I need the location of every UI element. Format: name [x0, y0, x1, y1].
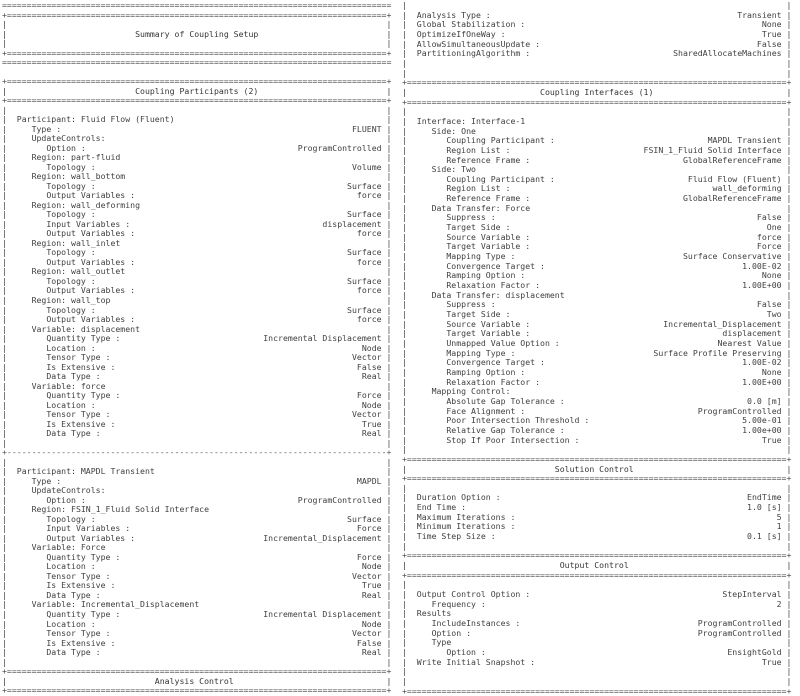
setting-line: | Is Extensive : False |: [2, 637, 392, 648]
group-label-line: | Participant: MAPDL Transient |: [2, 466, 392, 477]
blank-line: | |: [402, 666, 792, 677]
setting-line: | Is Extensive : True |: [2, 580, 392, 591]
group-label-line: | Region: wall_deforming |: [2, 199, 392, 210]
group-label-line: | Region: wall_bottom |: [2, 171, 392, 182]
setting-line: | Is Extensive : False |: [2, 361, 392, 372]
setting-line: | Type : MAPDL |: [2, 475, 392, 486]
blank-line: | |: [402, 675, 792, 686]
setting-line: | Relaxation Factor : 1.00E+00 |: [402, 376, 792, 387]
group-label-line: | Region: FSIN_1_Fluid Solid Interface |: [2, 504, 392, 515]
group-label-line: | Interface: Interface-1 |: [402, 115, 792, 126]
setting-line: | Type : FLUENT |: [2, 123, 392, 134]
blank-line: | |: [402, 0, 792, 10]
setting-line: | Topology : Volume |: [2, 161, 392, 172]
blank-line: | |: [402, 579, 792, 590]
blank-line: | |: [2, 38, 392, 49]
group-label-line: | Variable: force |: [2, 380, 392, 391]
setting-line: | Absolute Gap Tolerance : 0.0 [m] |: [402, 395, 792, 406]
setting-line: | Output Control Option : StepInterval |: [402, 589, 792, 600]
blank-line: | |: [2, 437, 392, 448]
group-label-line: | Variable: Incremental_Displacement |: [2, 599, 392, 610]
setting-line: | Data Type : Real |: [2, 428, 392, 439]
blank-line: | |: [402, 540, 792, 551]
section-title: | Analysis Control |: [2, 675, 392, 686]
setting-line: | Reference Frame : GlobalReferenceFrame |: [402, 193, 792, 204]
setting-line: | Topology : Surface |: [2, 180, 392, 191]
setting-line: | Topology : Surface |: [2, 275, 392, 286]
setting-line: | Data Type : Real |: [2, 371, 392, 382]
setting-line: | End Time : 1.0 [s] |: [402, 502, 792, 513]
setting-line: | Mapping Type : Surface Conservative |: [402, 251, 792, 262]
blank-line: | |: [402, 57, 792, 68]
group-label-line: | Side: Two |: [402, 164, 792, 175]
console-column-right: [402, 1, 791, 696]
box-border: +=============================================================================+: [402, 685, 792, 696]
setting-line: | Data Type : Real |: [2, 647, 392, 658]
group-label-line: | Region: wall_outlet |: [2, 266, 392, 277]
box-border: +=============================================================================+: [402, 453, 792, 464]
setting-line: | Coupling Participant : Fluid Flow (Fluent) |: [402, 173, 792, 184]
setting-line: | Relative Gap Tolerance : 1.00e+00 |: [402, 424, 792, 435]
setting-line: | Location : Node |: [2, 399, 392, 410]
setting-line: | Analysis Type : Transient |: [402, 9, 792, 20]
setting-line: | Region List : wall_deforming |: [402, 183, 792, 194]
setting-line: | Is Extensive : True |: [2, 418, 392, 429]
setting-line: | Time Step Size : 0.1 [s] |: [402, 531, 792, 542]
setting-line: | Relaxation Factor : 1.00E+00 |: [402, 280, 792, 291]
setting-line: | Reference Frame : GlobalReferenceFrame |: [402, 154, 792, 165]
setting-line: | Tensor Type : Vector |: [2, 570, 392, 581]
group-label-line: | Region: wall_top |: [2, 294, 392, 305]
setting-line: | Convergence Target : 1.00E-02 |: [402, 260, 792, 271]
setting-line: | PartitioningAlgorithm : SharedAllocateMachines |: [402, 48, 792, 59]
blank-line: | |: [402, 67, 792, 78]
setting-line: | Stop If Poor Intersection : True |: [402, 434, 792, 445]
setting-line: | Source Variable : force |: [402, 231, 792, 242]
setting-line: | Poor Intersection Threshold : 5.00e-01 |: [402, 415, 792, 426]
setting-line: | Mapping Type : Surface Profile Preserving |: [402, 347, 792, 358]
blank-line: | |: [402, 482, 792, 493]
setting-line: | Coupling Participant : MAPDL Transient |: [402, 135, 792, 146]
setting-line: | Write Initial Snapshot : True |: [402, 656, 792, 667]
setting-line: | Topology : Surface |: [2, 209, 392, 220]
group-label-line: | Region: part-fluid |: [2, 152, 392, 163]
blank-line: | |: [2, 104, 392, 115]
group-label-line: | Data Transfer: displacement |: [402, 289, 792, 300]
setting-line: | Option : ProgramControlled |: [2, 494, 392, 505]
group-label-line: | UpdateControls: |: [2, 485, 392, 496]
setting-line: | IncludeInstances : ProgramControlled |: [402, 618, 792, 628]
blank-line: | |: [402, 106, 792, 117]
group-label-line: | Mapping Control: |: [402, 386, 792, 397]
setting-line: | Output Variables : Incremental_Displacement |: [2, 532, 392, 543]
setting-line: | Quantity Type : Incremental Displacement |: [2, 609, 392, 619]
box-border: +=============================================================================+: [402, 473, 792, 484]
blank-line: | |: [2, 656, 392, 667]
setting-line: | Output Variables : force |: [2, 314, 392, 325]
group-label-line: | Variable: displacement |: [2, 323, 392, 334]
box-border: +=============================================================================+: [402, 77, 792, 88]
setting-line: | OptimizeIfOneWay : True |: [402, 28, 792, 39]
divider-rule: ===============================================================================: [2, 0, 392, 10]
setting-line: | Minimum Iterations : 1 |: [402, 521, 792, 532]
setting-line: | Ramping Option : None |: [402, 366, 792, 377]
setting-line: | Option : ProgramControlled |: [402, 627, 792, 638]
setting-line: | Ramping Option : None |: [402, 270, 792, 281]
group-label-line: | UpdateControls: |: [2, 133, 392, 144]
setting-line: | Output Variables : force |: [2, 190, 392, 201]
setting-line: | Unmapped Value Option : Nearest Value |: [402, 337, 792, 348]
setting-line: | Target Variable : displacement |: [402, 328, 792, 339]
group-label-line: | Data Transfer: Force |: [402, 202, 792, 213]
participant-divider: +-----------------------------------------------------------------------------+: [2, 447, 392, 458]
setting-line: | Location : Node |: [2, 342, 392, 353]
blank-line: | |: [2, 19, 392, 30]
setting-line: | Tensor Type : Vector |: [2, 409, 392, 420]
setting-line: | Input Variables : Force |: [2, 523, 392, 534]
setting-line: | Data Type : Real |: [2, 589, 392, 600]
box-border: +=============================================================================+: [402, 96, 792, 107]
setting-line: | Topology : Surface |: [2, 513, 392, 524]
setting-line: | Maximum Iterations : 5 |: [402, 511, 792, 522]
box-border: +=============================================================================+: [402, 569, 792, 580]
box-border: +=============================================================================+: [2, 9, 392, 20]
section-title: | Coupling Participants (2) |: [2, 85, 392, 96]
setting-line: | Frequency : 2 |: [402, 598, 792, 609]
box-border: +=============================================================================+: [402, 550, 792, 561]
setting-line: | AllowSimultaneousUpdate : False |: [402, 38, 792, 49]
setting-line: | Target Side : Two |: [402, 309, 792, 319]
box-border: +=============================================================================+: [2, 47, 392, 58]
divider-rule: ===============================================================================: [2, 57, 392, 68]
blank-line: | |: [2, 456, 392, 467]
group-label-line: | Participant: Fluid Flow (Fluent) |: [2, 114, 392, 125]
setting-line: | Topology : Surface |: [2, 304, 392, 315]
setting-line: | Quantity Type : Force |: [2, 551, 392, 562]
setting-line: | Suppress : False |: [402, 299, 792, 310]
group-label-line: | Results |: [402, 608, 792, 619]
setting-line: | Duration Option : EndTime |: [402, 492, 792, 503]
setting-line: | Output Variables : force |: [2, 228, 392, 239]
group-label-line: | Region: wall_inlet |: [2, 237, 392, 248]
box-border: +=============================================================================+: [2, 76, 392, 87]
section-title: | Coupling Interfaces (1) |: [402, 86, 792, 97]
section-title: | Solution Control |: [402, 463, 792, 474]
setting-line: | Output Variables : force |: [2, 285, 392, 296]
section-title: | Output Control |: [402, 560, 792, 571]
setting-line: | Location : Node |: [2, 618, 392, 629]
group-label-line: | Side: One |: [402, 125, 792, 136]
setting-line: | Input Variables : displacement |: [2, 218, 392, 229]
box-border: +=============================================================================+: [2, 95, 392, 106]
setting-line: | Global Stabilization : None |: [402, 19, 792, 30]
group-label-line: | Variable: Force |: [2, 542, 392, 553]
setting-line: | Tensor Type : Vector |: [2, 352, 392, 363]
setting-line: | Face Alignment : ProgramControlled |: [402, 405, 792, 416]
setting-line: | Convergence Target : 1.00E-02 |: [402, 357, 792, 368]
console-column-left: [2, 1, 391, 696]
report-title: | Summary of Coupling Setup |: [2, 28, 392, 39]
setting-line: | Source Variable : Incremental_Displacement |: [402, 318, 792, 329]
setting-line: | Location : Node |: [2, 561, 392, 572]
box-border: +=============================================================================+: [2, 666, 392, 677]
setting-line: | Topology : Surface |: [2, 247, 392, 258]
blank-line: | |: [402, 444, 792, 455]
setting-line: | Tensor Type : Vector |: [2, 628, 392, 639]
setting-line: | Target Side : One |: [402, 222, 792, 233]
setting-line: | Option : ProgramControlled |: [2, 142, 392, 153]
setting-line: | Output Variables : force |: [2, 256, 392, 267]
setting-line: | Option : EnsightGold |: [402, 646, 792, 657]
setting-line: | Quantity Type : Force |: [2, 390, 392, 401]
setting-line: | Quantity Type : Incremental Displacement |: [2, 333, 392, 344]
setting-line: | Target Variable : Force |: [402, 241, 792, 252]
box-border: +=============================================================================+: [2, 685, 392, 696]
setting-line: | Suppress : False |: [402, 212, 792, 223]
group-label-line: | Type |: [402, 637, 792, 648]
setting-line: | Region List : FSIN_1_Fluid Solid Interface |: [402, 144, 792, 155]
